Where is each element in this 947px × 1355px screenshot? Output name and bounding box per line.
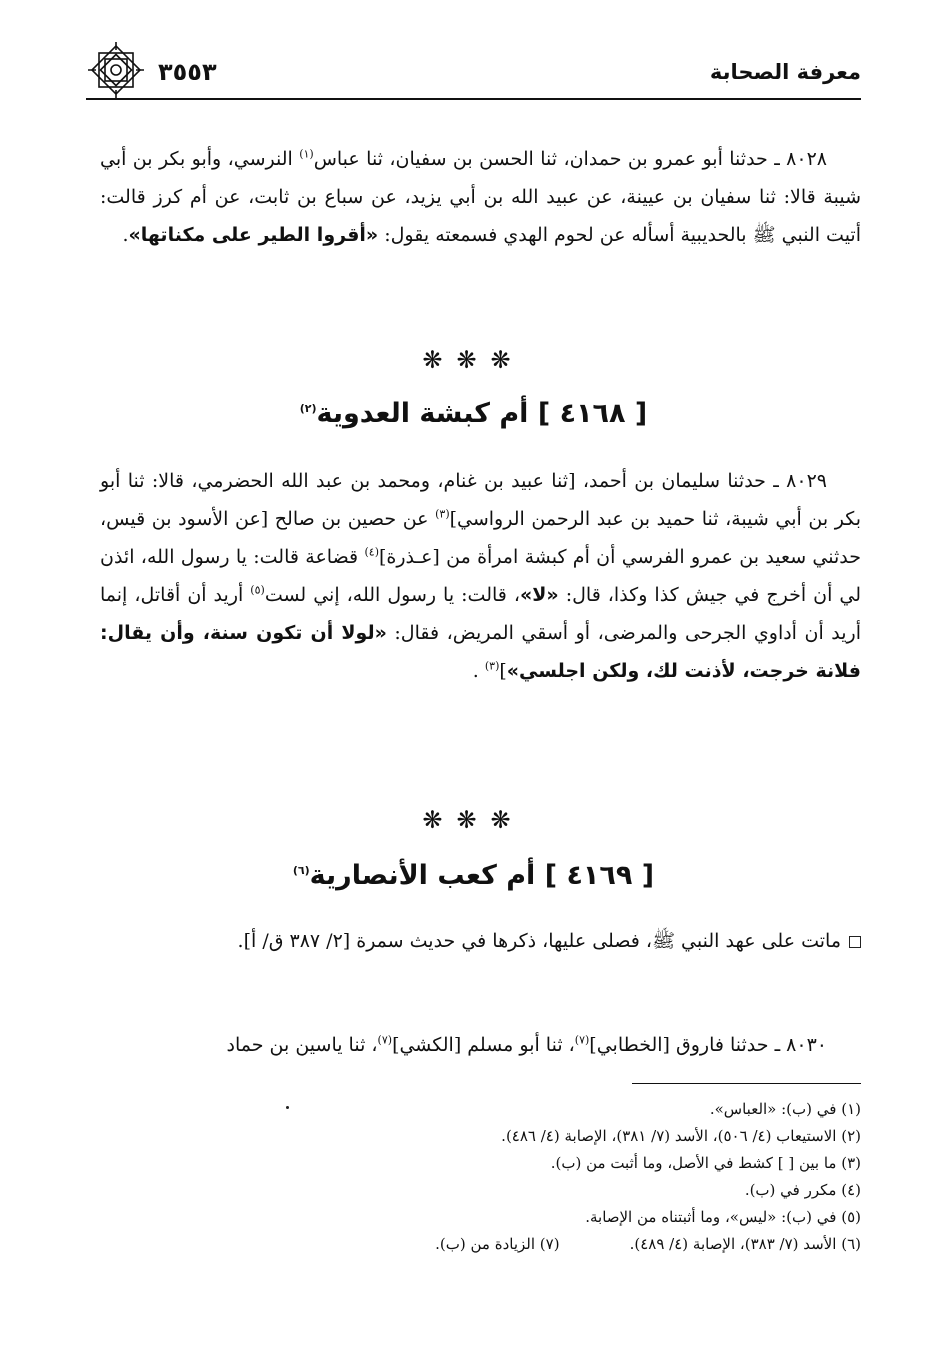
hadith-8030-text-a: ٨٠٣٠ ـ حدثنا فاروق [الخطابي] [589,1034,827,1056]
entry-heading-4169 [0,860,947,891]
hadith-8029 [100,462,861,690]
footnote-ref-6: (٦) [292,864,310,877]
square-bullet-icon [849,936,861,948]
footnote-row-last [180,1231,861,1258]
hadith-8028 [100,140,861,254]
hadith-8029-quote: «لولا أن تكون سنة، وأن يقال: فلانة خرجت، لأذنت لك، ولكن اجلسي» [100,622,861,682]
hadith-8030-text-c: ، ثنا ياسين بن حماد [226,1034,378,1056]
header-rule [86,98,861,100]
footnote-7: (٧) الزيادة من (ب). [435,1235,560,1253]
footnotes [180,1096,861,1258]
hadith-8029-text-d: ، قالت: يا رسول الله، إني لست [264,584,520,606]
footnote-ref-3: (٣) [435,507,450,521]
hadith-8029-la: «لا» [520,584,559,606]
footnote-rule [632,1083,861,1084]
hadith-8029-end: . [472,660,485,682]
entry-4169-note [100,922,861,960]
footnote-ref-7: (٧) [574,1033,590,1047]
footnote-ref-2: (٢) [299,402,317,415]
footnote-ref-5: (٥) [250,583,265,597]
entry-4169-note-text: ماتت على عهد النبي ﷺ، فصلى عليها، ذكرها في حديث سمرة [٢/ ٣٨٧ ق/ أ]. [237,930,841,952]
footnote-ref-1: (١) [299,147,314,161]
hadith-8029-text-c: قضاعة قالت: يا رسول الله، ائذن لي أن أخرج في جيش كذا وكذا، قال: [100,546,862,606]
footnote-1: (١) في (ب): «العباس». [709,1100,861,1118]
page-number: ٣٥٥٣ [158,58,217,86]
footnote-6: (٦) الأسد (٧/ ٣٨٣)، الإصابة (٤/ ٤٨٩). [629,1235,861,1253]
section-divider-stars-2: ❋❋❋ [422,806,525,834]
hadith-8030 [100,1026,861,1064]
footnote-4: (٤) مكرر في (ب). [744,1181,861,1199]
footnote-ref-3b: (٣) [484,659,500,673]
hadith-8028-text: ٨٠٢٨ ـ حدثنا أبو عمرو بن حمدان، ثنا الحسن بن سفيان، ثنا عباس [313,148,827,170]
footnote-5: (٥) في (ب): «ليس»، وما أثبتناه من الإصابة. [585,1208,861,1226]
hadith-8028-end: . [122,224,129,246]
ornament-icon [86,40,146,100]
hadith-8029-text-b: عن حصين بن صالح [عن الأسود بن قيس، حدثني سعيد بن عمرو الفرسي أن أم كبشة امرأة من [عـذرة] [100,508,862,568]
entry-heading-4169-text: [ ٤١٦٩ ] أم كعب الأنصارية [309,860,655,891]
hadith-8029-text-a: ٨٠٢٩ ـ حدثنا سليمان بن أحمد، [ثنا عبيد بن غنام، ومحمد بن عبد الله الحضرمي، قالا: ثنا أبو بكر بن أبي شيبة، ثنا حميد بن عبد الرحمن الرواسي] [100,470,861,530]
footnote-ref-4: (٤) [364,545,379,559]
entry-heading-4168 [0,398,947,429]
footnote-ref-7b: (٧) [377,1033,393,1047]
footnote-3: (٣) ما بين [ ] كشط في الأصل، وما أثبت من (ب). [550,1154,861,1172]
hadith-8028-text-cont: النرسي، وأبو بكر بن أبي شيبة قالا: ثنا سفيان بن عيينة، عن عبيد الله بن أبي يزيد، عن سباع بن ثابت، عن أم كرز قالت: أتيت النبي ﷺ بالحديبية أسأله عن لحوم الهدي فسمعته يقول: [100,148,861,246]
hadith-8030-text-b: ، ثنا أبو مسلم [الكشي] [392,1034,575,1056]
hadith-8028-quote: «أقروا الطير على مكناتها» [128,224,379,246]
hadith-8029-text-f: ] [499,660,507,682]
page-header [86,58,861,98]
book-title: معرفة الصحابة [709,60,861,84]
section-divider-stars: ❋❋❋ [422,346,525,374]
entry-heading-4168-text: [ ٤١٦٨ ] أم كبشة العدوية [316,398,648,429]
hadith-8029-text-e: أريد أن أقاتل، إنما أريد أن أداوي الجرحى والمرضى، أو أسقي المريض، فقال: [100,584,861,644]
footnote-2: (٢) الاستيعاب (٤/ ٥٠٦)، الأسد (٧/ ٣٨١)، الإصابة (٤/ ٤٨٦). [501,1127,861,1145]
